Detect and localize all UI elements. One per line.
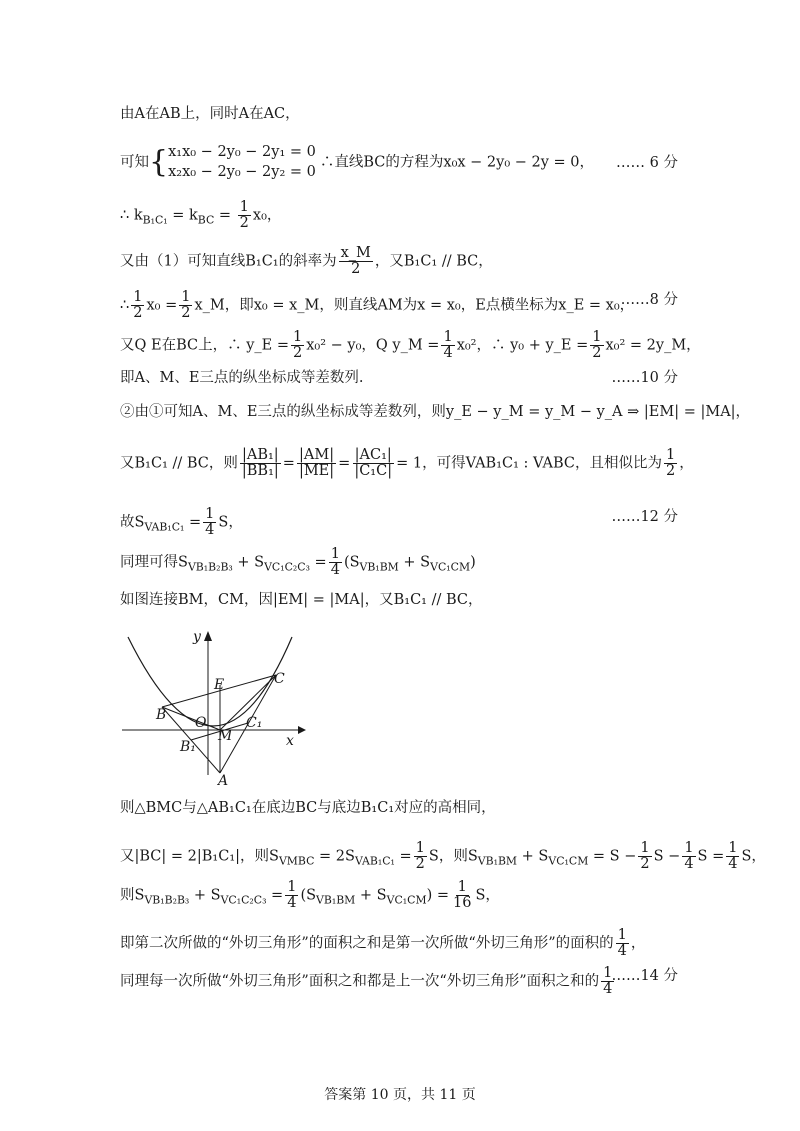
text-segment: ∴ k — [120, 207, 143, 224]
text-segment: ， — [630, 935, 646, 952]
subscript: VC₁C₂C₃ — [220, 893, 267, 907]
label-C1: C₁ — [246, 715, 263, 731]
text-line-9: 又B₁C₁ // BC，则 $\frac{\text{|AB₁|}}{\text{|BB₁|}}$ = $\frac{|AM|}{|ME|}$ = $\frac{\text{|AC₁|}}{\text{|C₁C|}}$ = 1，可得VAB₁C₁ : VABC，且相似比为 $\frac{1}{2}$ ， — [120, 447, 694, 480]
numerator: 1 — [640, 840, 650, 856]
numerator: 1 — [592, 329, 602, 345]
text-segment: x_M，即x₀ = x_M，则直线AM为x = x₀，E点横坐标为x_E = x₀， — [194, 297, 635, 314]
denominator: 2 — [133, 305, 143, 322]
text-segment: + S — [232, 554, 265, 571]
fraction — [131, 290, 144, 321]
numerator: x_M — [340, 245, 371, 261]
fraction — [238, 200, 251, 231]
fraction — [352, 448, 394, 479]
text-segment: 则S — [120, 887, 145, 904]
numerator: 1 — [666, 447, 676, 463]
text-segment: + S — [517, 848, 549, 865]
text-segment: = — [184, 514, 202, 531]
text-segment: 故S — [120, 514, 145, 531]
text-line-6 — [120, 330, 701, 361]
brace-symbol: { — [149, 144, 169, 180]
score-10: ……10 分 — [611, 370, 678, 386]
score-8: ……8 分 — [620, 292, 678, 308]
text-segment: x₀ = — [146, 297, 178, 314]
fraction — [616, 928, 629, 959]
numerator: 1 — [287, 879, 297, 895]
parabola-curve — [128, 637, 292, 726]
text-line-13: 则△BMC与△AB₁C₁在底边BC与底边B₁C₁对应的高相同， — [120, 800, 496, 816]
text-line-5 — [120, 290, 634, 321]
text-line-3 — [120, 200, 281, 231]
text-line-1: 由A在AB上，同时A在AC， — [120, 106, 300, 122]
numerator: 1 — [330, 546, 340, 562]
denominator: 4 — [330, 562, 340, 579]
fraction — [414, 841, 427, 872]
text-segment: + S — [355, 887, 387, 904]
label-C: C — [274, 671, 285, 687]
numerator: 1 — [415, 840, 425, 856]
subscript: B₁C₁ — [142, 213, 168, 227]
numerator: |AB₁| — [241, 447, 279, 463]
y-axis-arrow — [204, 631, 212, 641]
numerator: 1 — [617, 927, 627, 943]
denominator: 4 — [443, 345, 453, 362]
denominator: 4 — [684, 856, 694, 873]
fraction — [240, 448, 281, 479]
text-line-15 — [120, 880, 500, 911]
subscript: VC₁CM — [548, 854, 589, 868]
denominator: 2 — [239, 215, 249, 232]
text-segment: 同理每一次所做“外切三角形”面积之和都是上一次“外切三角形”面积之和的 — [120, 973, 600, 990]
segment-BM — [162, 707, 220, 730]
denominator: 4 — [205, 522, 215, 539]
numerator: |AM| — [299, 447, 335, 463]
numerator: 1 — [293, 329, 303, 345]
text-line-14 — [120, 841, 766, 872]
subscript: VAB₁C₁ — [144, 520, 185, 534]
numerator: 1 — [205, 506, 215, 522]
text-segment: = — [214, 207, 236, 224]
label-E: E — [214, 677, 225, 693]
text-segment: 可知 — [120, 154, 149, 171]
fraction — [638, 841, 651, 872]
fraction — [441, 330, 454, 361]
x-axis-arrow — [298, 726, 306, 734]
text-segment: 同理可得S — [120, 554, 188, 571]
text-segment: 又Q E在BC上，∴ y_E = — [120, 337, 289, 354]
text-segment: = — [266, 887, 284, 904]
denominator: 2 — [415, 856, 425, 873]
denominator: 4 — [287, 895, 297, 912]
text-line-17 — [120, 966, 616, 997]
label-M: M — [218, 728, 233, 744]
label-y: y — [193, 629, 201, 645]
text-segment: 又|BC| = 2|B₁C₁|，则S — [120, 848, 279, 865]
equation-row: x₂x₀ − 2y₀ − 2y₂ = 0 — [168, 163, 316, 180]
text-line-11 — [120, 547, 476, 578]
numerator: 1 — [728, 840, 738, 856]
text-segment: ，又B₁C₁ // BC， — [374, 253, 493, 270]
text-segment: x₀² = 2y_M， — [605, 337, 701, 354]
denominator: 4 — [728, 856, 738, 873]
text-segment: = 2S — [314, 848, 355, 865]
equation-system — [168, 143, 316, 182]
subscript: VC₁CM — [386, 893, 427, 907]
subscript: VB₁BM — [316, 893, 356, 907]
text-segment: 又B₁C₁ // BC，则 — [120, 455, 238, 472]
label-A: A — [218, 773, 229, 785]
denominator: 2 — [592, 345, 602, 362]
text-segment: S， — [741, 848, 766, 865]
fraction — [203, 507, 216, 538]
text-segment: + S — [398, 554, 431, 571]
numerator: 1 — [133, 289, 143, 305]
text-segment: (S — [343, 554, 360, 571]
score-6: …… 6 分 — [616, 155, 678, 171]
fraction — [590, 330, 603, 361]
fraction — [664, 448, 677, 479]
numerator: 1 — [457, 879, 467, 895]
numerator: 1 — [239, 199, 249, 215]
denominator: |C₁C| — [354, 463, 393, 480]
numerator: 1 — [603, 965, 613, 981]
text-segment: (S — [300, 887, 317, 904]
fraction — [726, 841, 739, 872]
text-segment: x₀²，∴ y₀ + y_E = — [456, 337, 589, 354]
label-x: x — [286, 733, 294, 749]
denominator: 2 — [666, 463, 676, 480]
denominator: 4 — [617, 943, 627, 960]
text-segment: = 1，可得VAB₁C₁ : VABC，且相似比为 — [396, 455, 662, 472]
numerator: 1 — [443, 329, 453, 345]
score-12: ……12 分 — [611, 509, 678, 525]
text-segment: ∴直线BC的方程为x₀x − 2y₀ − 2y = 0， — [319, 154, 595, 171]
text-segment: ， — [679, 455, 694, 472]
fraction — [682, 841, 695, 872]
numerator: 1 — [181, 289, 191, 305]
denominator: 4 — [603, 981, 613, 998]
text-line-10 — [120, 507, 243, 538]
text-line-16 — [120, 928, 645, 959]
text-segment: = k — [167, 207, 198, 224]
text-segment: ) — [470, 554, 476, 571]
numerator: 1 — [684, 840, 694, 856]
label-O: O — [195, 715, 207, 731]
fraction — [297, 448, 336, 479]
text-segment: x₀² − y₀，Q y_M = — [306, 337, 440, 354]
text-segment: = S − — [588, 848, 637, 865]
fraction — [329, 547, 342, 578]
text-line-8: ②由①可知A、M、E三点的纵坐标成等差数列，则y_E − y_M = y_M − y_A ⇒ |EM| = |MA|， — [120, 404, 751, 420]
label-B1: B₁ — [180, 739, 196, 755]
subscript: VC₁C₂C₃ — [264, 560, 310, 574]
denominator: 16 — [452, 895, 472, 912]
parabola-diagram — [120, 625, 320, 785]
denominator: 2 — [293, 345, 303, 362]
numerator: |AC₁| — [354, 447, 392, 463]
text-line-12: 如图连接BM，CM，因|EM| = |MA|，又B₁C₁ // BC， — [120, 592, 483, 608]
fraction — [339, 246, 373, 277]
text-segment: S， — [475, 887, 500, 904]
denominator: 2 — [640, 856, 650, 873]
text-segment: ) = — [426, 887, 449, 904]
equation-row: x₁x₀ − 2y₀ − 2y₁ = 0 — [168, 144, 316, 160]
subscript: VB₁B₂B₃ — [187, 560, 233, 574]
text-segment: S， — [218, 514, 243, 531]
denominator: 2 — [181, 305, 191, 322]
text-segment: S，则S — [428, 848, 478, 865]
fraction — [291, 330, 304, 361]
subscript: VB₁BM — [477, 854, 518, 868]
fraction — [285, 880, 298, 911]
subscript: BC — [197, 213, 215, 227]
fraction — [451, 880, 473, 911]
text-segment: S = — [697, 848, 725, 865]
text-line-2 — [120, 143, 594, 182]
text-segment: 又由（1）可知直线B₁C₁的斜率为 — [120, 253, 337, 270]
text-line-7: 即A、M、E三点的纵坐标成等差数列. — [120, 370, 364, 386]
label-B: B — [156, 707, 167, 723]
denominator: 2 — [351, 261, 361, 278]
subscript: VMBC — [278, 854, 315, 868]
page-footer: 答案第 10 页，共 11 页 — [324, 1087, 476, 1103]
subscript: VAB₁C₁ — [354, 854, 395, 868]
fraction — [179, 290, 192, 321]
subscript: VB₁B₂B₃ — [144, 893, 190, 907]
score-14: ……14 分 — [611, 968, 678, 984]
denominator: |BB₁| — [241, 463, 279, 480]
denominator: |ME| — [298, 463, 335, 480]
text-segment: x₀， — [252, 207, 282, 224]
text-line-4 — [120, 246, 493, 277]
text-segment: 即第二次所做的“外切三角形”的面积之和是第一次所做“外切三角形”的面积的 — [120, 935, 614, 952]
subscript: VB₁BM — [359, 560, 399, 574]
subscript: VC₁CM — [430, 560, 471, 574]
text-segment: = — [309, 554, 327, 571]
text-segment: S − — [653, 848, 681, 865]
text-segment: + S — [189, 887, 221, 904]
text-segment: = — [394, 848, 412, 865]
text-segment: ∴ — [120, 297, 130, 314]
